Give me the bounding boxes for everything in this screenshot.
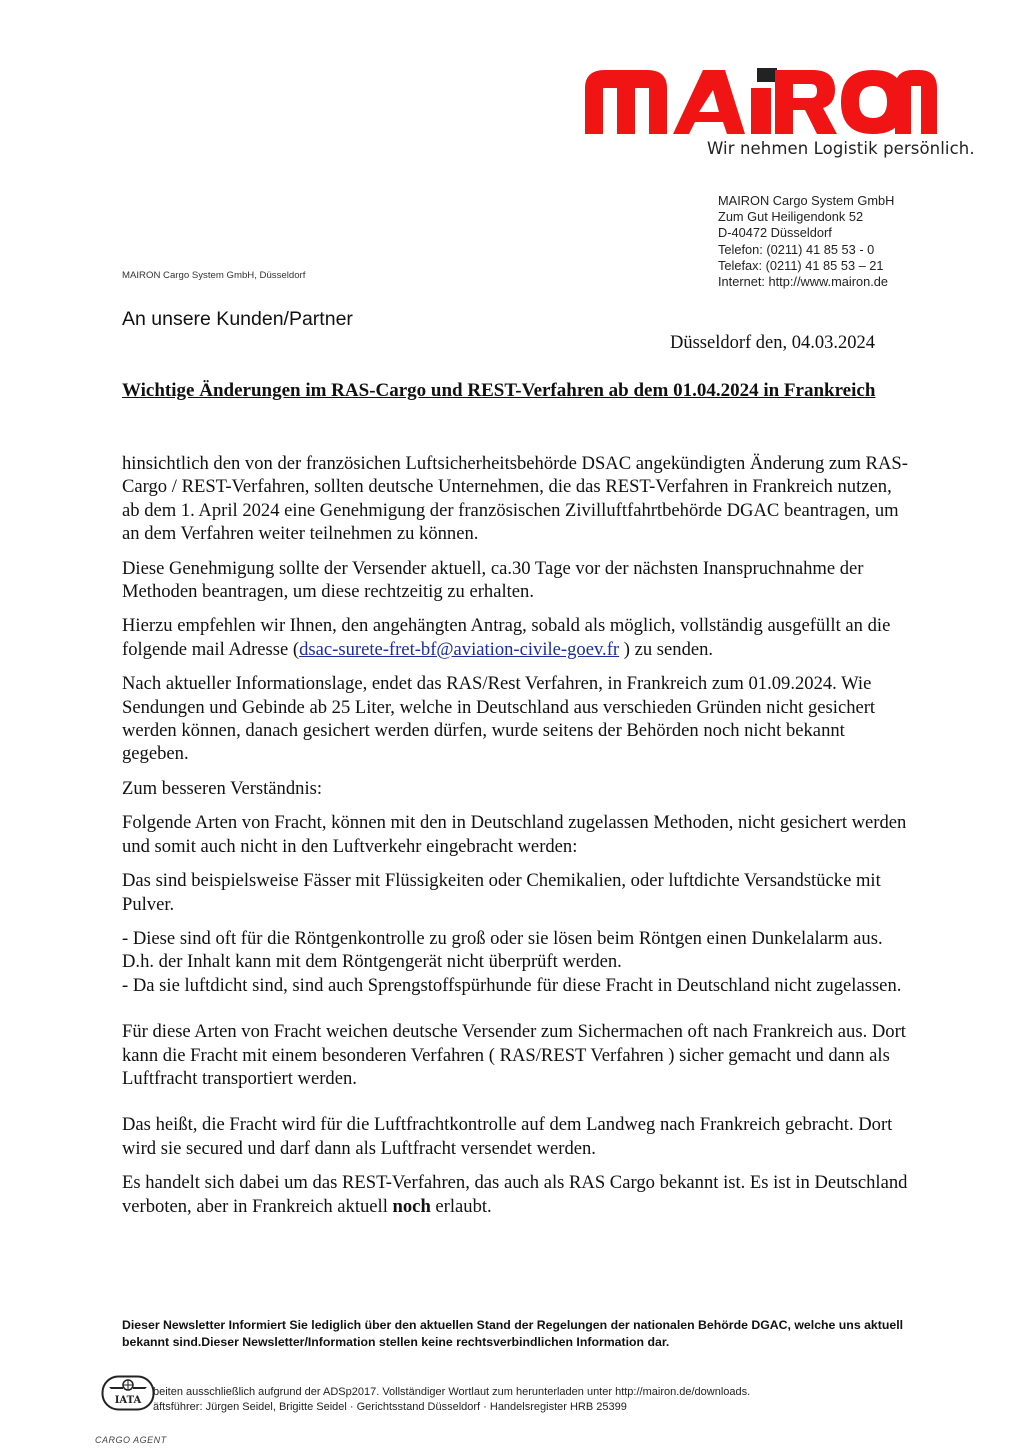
recipient-line: An unsere Kunden/Partner <box>122 308 353 330</box>
paragraph-3 <box>122 614 912 661</box>
paragraph-6: Folgende Arten von Fracht, können mit den in Deutschland zugelassen Methoden, nicht gesichert werden und somit auch nicht in den Luftverkehr eingebracht werden: <box>122 812 907 857</box>
letter-subject: Wichtige Änderungen im RAS-Cargo und REST-Verfahren ab dem 01.04.2024 in Frankreich <box>122 380 876 401</box>
footer-legal <box>153 1385 853 1415</box>
paragraph-5: Zum besseren Verständnis: <box>122 777 323 799</box>
address-street: Zum Gut Heiligendonk 52 <box>718 209 864 225</box>
address-phone: Telefon: (0211) 41 85 53 - 0 <box>718 241 875 257</box>
paragraph-2: Diese Genehmigung sollte der Versender aktuell, ca.30 Tage vor der nächsten Inanspruchnahme der Methoden beantragen, um diese rechtzeitig zu erhalten. <box>122 557 864 603</box>
mairon-logo <box>585 68 937 134</box>
logo-letter-n <box>895 70 937 134</box>
logo-tagline: Wir nehmen Logistik persönlich. <box>707 139 975 158</box>
dsac-email-link[interactable]: dsac-surete-fret-bf@aviation-civile-goev.fr <box>299 638 620 660</box>
paragraph-7: Das sind beispielsweise Fässer mit Flüssigkeiten oder Chemikalien, oder luftdichte Versandstücke mit Pulver. <box>122 870 881 915</box>
footer-line-2: äftsführer: Jürgen Seidel, Brigitte Seidel · Gerichtsstand Düsseldorf · Handelsregister HRB 25399 <box>153 1400 627 1413</box>
logo-black-square <box>757 68 777 82</box>
iata-logo-label: IATA <box>114 1395 142 1406</box>
logo-letter-r <box>775 70 837 134</box>
iata-logo-icon <box>101 1375 155 1411</box>
paragraph-8: Für diese Arten von Fracht weichen deutsche Versender zum Sichermachen oft nach Frankreich aus. Dort kann die Fracht mit einem besonderen Verfahren ( RAS/REST Verfahren ) sicher gemacht und dann als Luftfracht transportiert werden. <box>122 1021 906 1089</box>
address-company: MAIRON Cargo System GmbH <box>718 193 895 208</box>
paragraph-10-text-after: erlaubt. <box>430 1195 492 1217</box>
paragraph-10-text-before: Es handelt sich dabei um das REST-Verfahren, das auch als RAS Cargo bekannt ist. Es ist in Deutschland verboten, aber in Frankreich aktuell <box>122 1172 908 1217</box>
paragraph-10 <box>122 1171 912 1218</box>
date-line: Düsseldorf den, 04.03.2024 <box>670 333 876 353</box>
paragraph-3-text-after: ) zu senden. <box>619 638 714 660</box>
bullet-2: - Da sie luftdicht sind, sind auch Sprengstoffspürhunde für diese Fracht in Deutschland nicht zugelassen. <box>122 974 902 996</box>
logo-letter-a <box>673 70 745 134</box>
bullet-1: - Diese sind oft für die Röntgenkontrolle zu groß oder sie lösen beim Röntgen einen Dunkelalarm aus. D.h. der Inhalt kann mit dem Röntgengerät nicht überprüft werden. <box>122 927 883 973</box>
logo-letter-m <box>585 70 667 134</box>
newsletter-disclaimer: Dieser Newsletter Informiert Sie lediglich über den aktuellen Stand der Regelungen der nationalen Behörde DGAC, welche uns aktuell bekannt sind.Dieser Newsletter/Information stellen keine rechtsverbindlichen Information dar. <box>122 1318 904 1349</box>
sender-return-line: MAIRON Cargo System GmbH, Düsseldorf <box>122 270 306 281</box>
letter-body <box>122 452 912 1229</box>
iata-cargo-agent-label: CARGO AGENT <box>95 1435 167 1443</box>
paragraph-1: hinsichtlich den von der französichen Luftsicherheitsbehörde DSAC angekündigten Änderung zum RAS-Cargo / REST-Verfahren, sollten deutsche Unternehmen, die das REST-Verfahren in Frankreich nutzen, ab dem 1. April 2024 eine Genehmigung der französischen Zivilluftfahrtbehörde DGAC beantragen, um an dem Verfahren weiter teilnehmen zu können. <box>122 453 908 545</box>
address-fax: Telefax: (0211) 41 85 53 – 21 <box>718 257 884 273</box>
logo-letter-i <box>751 88 771 134</box>
paragraph-9: Das heißt, die Fracht wird für die Luftfrachtkontrolle auf dem Landweg nach Frankreich gebracht. Dort wird sie secured und darf dann als Luftfracht versendet werden. <box>122 1114 893 1159</box>
paragraph-3-text-before: Hierzu empfehlen wir Ihnen, den angehängten Antrag, sobald als möglich, vollständig ausgefüllt an die folgende mail Adresse ( <box>122 615 891 660</box>
address-city: D-40472 Düsseldorf <box>718 225 832 241</box>
paragraph-4: Nach aktueller Informationslage, endet das RAS/Rest Verfahren, in Frankreich zum 01.09.2024. Wie Sendungen und Gebinde ab 25 Liter, welche in Deutschland aus verschieden Gründen nicht gesichert werden können, danach gesichert werden dürfen, wurde seitens der Behörden noch nicht bekannt gegeben. <box>122 673 876 765</box>
paragraph-10-bold: noch <box>392 1195 431 1217</box>
address-internet: Internet: http://www.mairon.de <box>718 274 888 290</box>
company-address-block <box>718 193 894 290</box>
footer-line-1: beiten ausschließlich aufgrund der ADSp2017. Vollständiger Wortlaut zum herunterladen unter http://mairon.de/downloads. <box>153 1386 751 1398</box>
